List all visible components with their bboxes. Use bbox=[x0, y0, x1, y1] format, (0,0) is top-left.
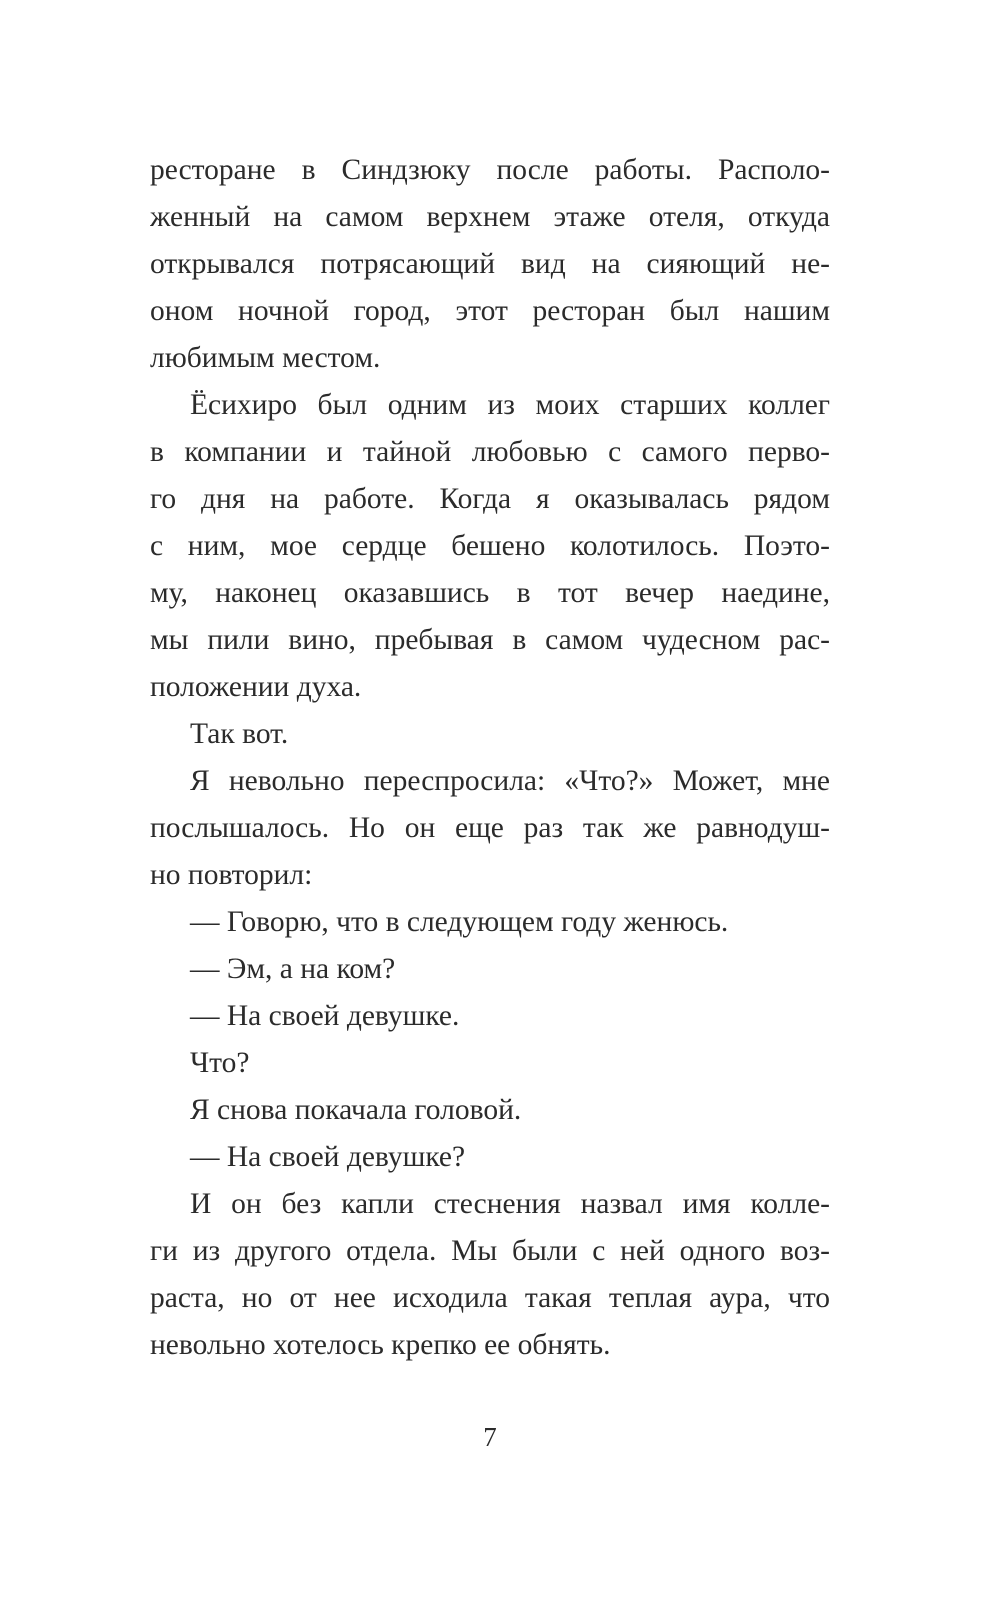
text-line: ресторане в Синдзюку после работы. Располо- bbox=[150, 154, 830, 186]
text-line: послышалось. Но он еще раз так же равнодуш- bbox=[150, 812, 830, 844]
text-line: женный на самом верхнем этаже отеля, откуда bbox=[150, 201, 830, 233]
text-line: Я снова покачала головой. bbox=[190, 1094, 522, 1126]
text-line: ги из другого отдела. Мы были с ней одного воз- bbox=[150, 1235, 830, 1267]
text-line: в компании и тайной любовью с самого перво- bbox=[150, 436, 830, 468]
text-line: — На своей девушке? bbox=[190, 1141, 466, 1173]
text-line: открывался потрясающий вид на сияющий не- bbox=[150, 248, 830, 280]
text-line: Я невольно переспросила: «Что?» Может, мне bbox=[190, 765, 830, 797]
text-line: Ёсихиро был одним из моих старших коллег bbox=[190, 389, 830, 421]
text-line: раста, но от нее исходила такая теплая аура, что bbox=[150, 1282, 830, 1314]
page-number: 7 bbox=[483, 1422, 497, 1452]
text-line: му, наконец оказавшись в тот вечер наедине, bbox=[150, 577, 830, 609]
body-text bbox=[150, 150, 830, 1372]
text-line: — Эм, а на ком? bbox=[190, 953, 396, 985]
text-line: с ним, мое сердце бешено колотилось. Поэто- bbox=[150, 530, 830, 562]
text-line: го дня на работе. Когда я оказывалась рядом bbox=[150, 483, 830, 515]
text-line: любимым местом. bbox=[150, 342, 381, 374]
text-line: но повторил: bbox=[150, 859, 313, 891]
text-line: — На своей девушке. bbox=[190, 1000, 460, 1032]
text-line: положении духа. bbox=[150, 671, 362, 703]
text-line: — Говорю, что в следующем году женюсь. bbox=[190, 906, 729, 938]
text-line: Так вот. bbox=[190, 718, 289, 750]
text-line: мы пили вино, пребывая в самом чудесном рас- bbox=[150, 624, 830, 656]
text-line: оном ночной город, этот ресторан был нашим bbox=[150, 295, 830, 327]
text-line: невольно хотелось крепко ее обнять. bbox=[150, 1329, 611, 1361]
text-line: Что? bbox=[190, 1047, 250, 1079]
text-line: И он без капли стеснения назвал имя колле- bbox=[190, 1188, 830, 1220]
